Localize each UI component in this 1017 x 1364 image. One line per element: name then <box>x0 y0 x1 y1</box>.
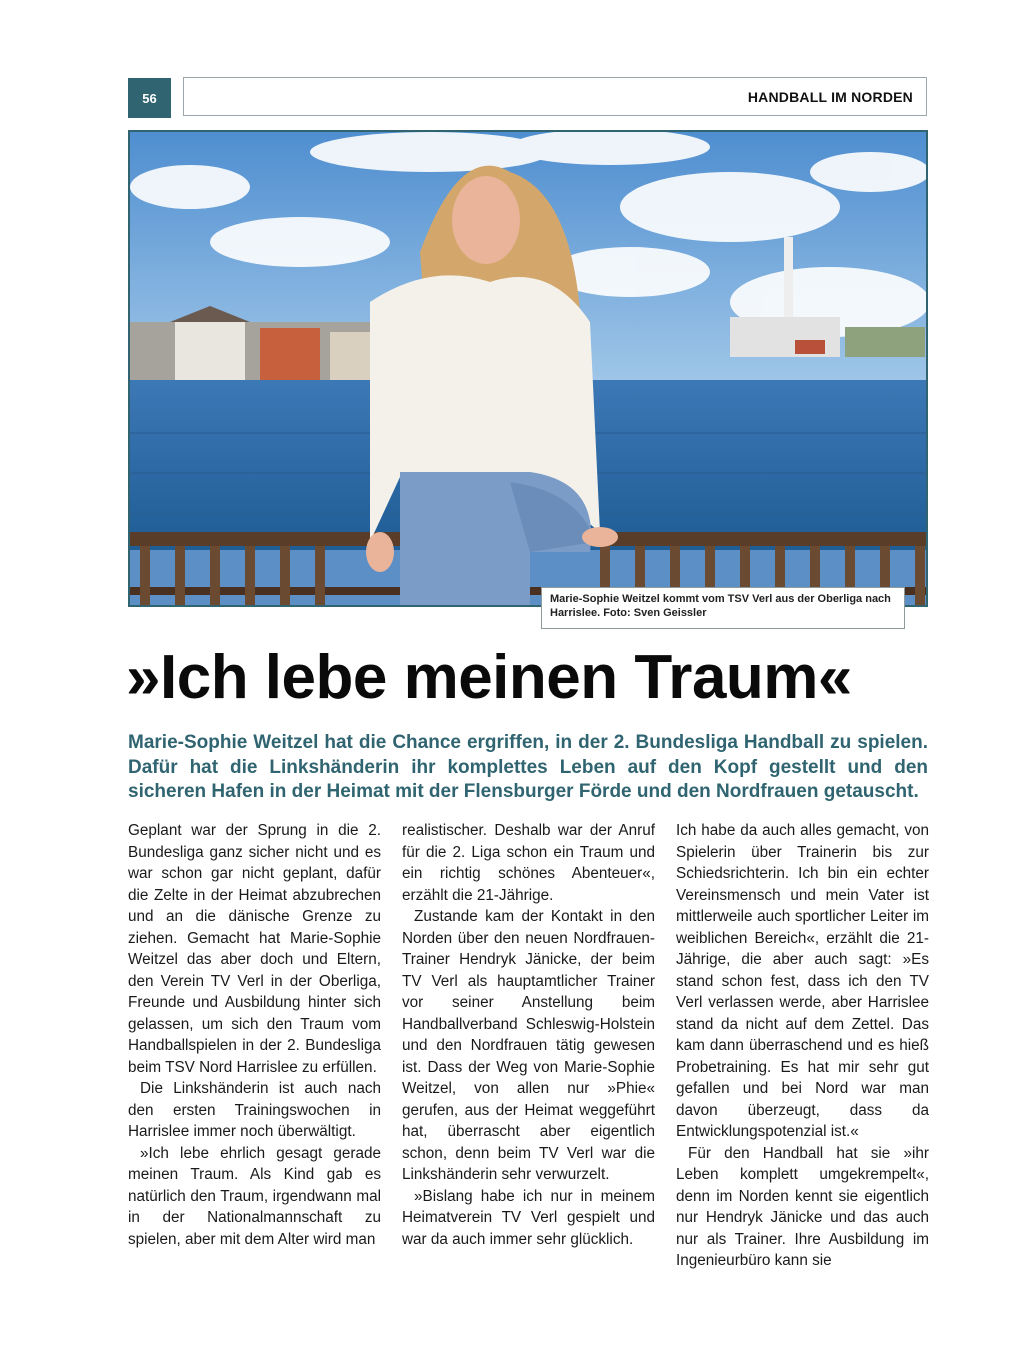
photo-caption: Marie-Sophie Weitzel kommt vom TSV Verl aus der Oberliga nach Harrislee. Foto: Sven Geissler <box>541 587 905 629</box>
article-column-3 <box>676 820 929 1272</box>
article-column-1 <box>128 820 381 1250</box>
lead-paragraph: Marie-Sophie Weitzel hat die Chance ergriffen, in der 2. Bundesliga Handball zu spielen. Dafür hat die Linkshänderin ihr komplettes Leben auf den Kopf gestellt und den sicheren Hafen in der Heimat mit der Flensburger Förde und den Nordfrauen getauscht. <box>128 732 928 802</box>
paragraph: Zustande kam der Kontakt in den Norden über den neuen Nordfrauen-Trainer Hendryk Jänicke, der beim TV Verl als hauptamtlicher Trainer vor seiner Anstellung beim Handballverband Schleswig-Holstein und den Nordfrauen tätig gewesen ist. Dass der Weg von Marie-Sophie Weitzel, von allen nur »Phie« gerufen, aus der Heimat weggeführt hat, überrascht aber eigentlich schon, denn beim TV Verl war die Linkshänderin sehr verwurzelt. <box>402 908 655 1183</box>
photo-illustration <box>130 132 926 605</box>
paragraph: Die Linkshänderin ist auch nach den ersten Trainingswochen in Harrislee immer noch überwältigt. <box>128 1080 381 1140</box>
section-title: HANDBALL IM NORDEN <box>747 88 913 105</box>
section-header <box>183 77 927 116</box>
paragraph: »Ich lebe ehrlich gesagt gerade meinen Traum. Als Kind gab es natürlich den Traum, irgendwann mal in der Nationalmannschaft zu spielen, aber mit dem Alter wird man <box>128 1144 381 1248</box>
page-number: 56 <box>128 78 171 118</box>
article-column-2 <box>402 820 655 1250</box>
paragraph: Geplant war der Sprung in die 2. Bundesliga ganz sicher nicht und es war schon gar nicht geplant, dafür die Zelte in der Heimat abzubrechen und an die dänische Grenze zu ziehen. Gemacht hat Marie-Sophie Weitzel das aber doch und Eltern, den Verein TV Verl in der Oberliga, Freunde und Ausbildung hinter sich gelassen, um sich den Traum vom Handballspielen in der 2. Bundesliga beim TSV Nord Harrislee zu erfüllen. <box>128 822 381 1076</box>
paragraph: Für den Handball hat sie »ihr Leben komplett umgekrempelt«, denn im Norden kennt sie eigentlich nur Hendryk Jänicke und das auch nur als Trainer. Ihre Ausbildung im Ingenieurbüro kann sie <box>676 1144 929 1269</box>
headline: »Ich lebe meinen Traum« <box>126 643 852 712</box>
paragraph: Ich habe da auch alles gemacht, von Spielerin über Trainerin bis zur Schiedsrichterin. Ich bin ein echter Vereinsmensch und mein Vater ist mittlerweile auch sportlicher Leiter im weiblichen Bereich«, erzählt die 21-Jährige, die aber auch sagt: »Es stand schon fest, dass ich den TV Verl verlassen werde, aber Harrislee stand da nicht auf dem Zettel. Das kam dann überraschend und es hieß Probetraining. Es hat mir sehr gut gefallen und bei Nord war man davon überzeugt, dass da Entwicklungspotenzial ist.« <box>676 822 929 1140</box>
paragraph: »Bislang habe ich nur in meinem Heimatverein TV Verl gespielt und war da auch immer sehr glücklich. <box>402 1187 655 1248</box>
article-photo <box>128 130 928 607</box>
paragraph: realistischer. Deshalb war der Anruf für die 2. Liga schon ein Traum und ein richtig schönes Abenteuer«, erzählt die 21-Jährige. <box>402 822 655 904</box>
